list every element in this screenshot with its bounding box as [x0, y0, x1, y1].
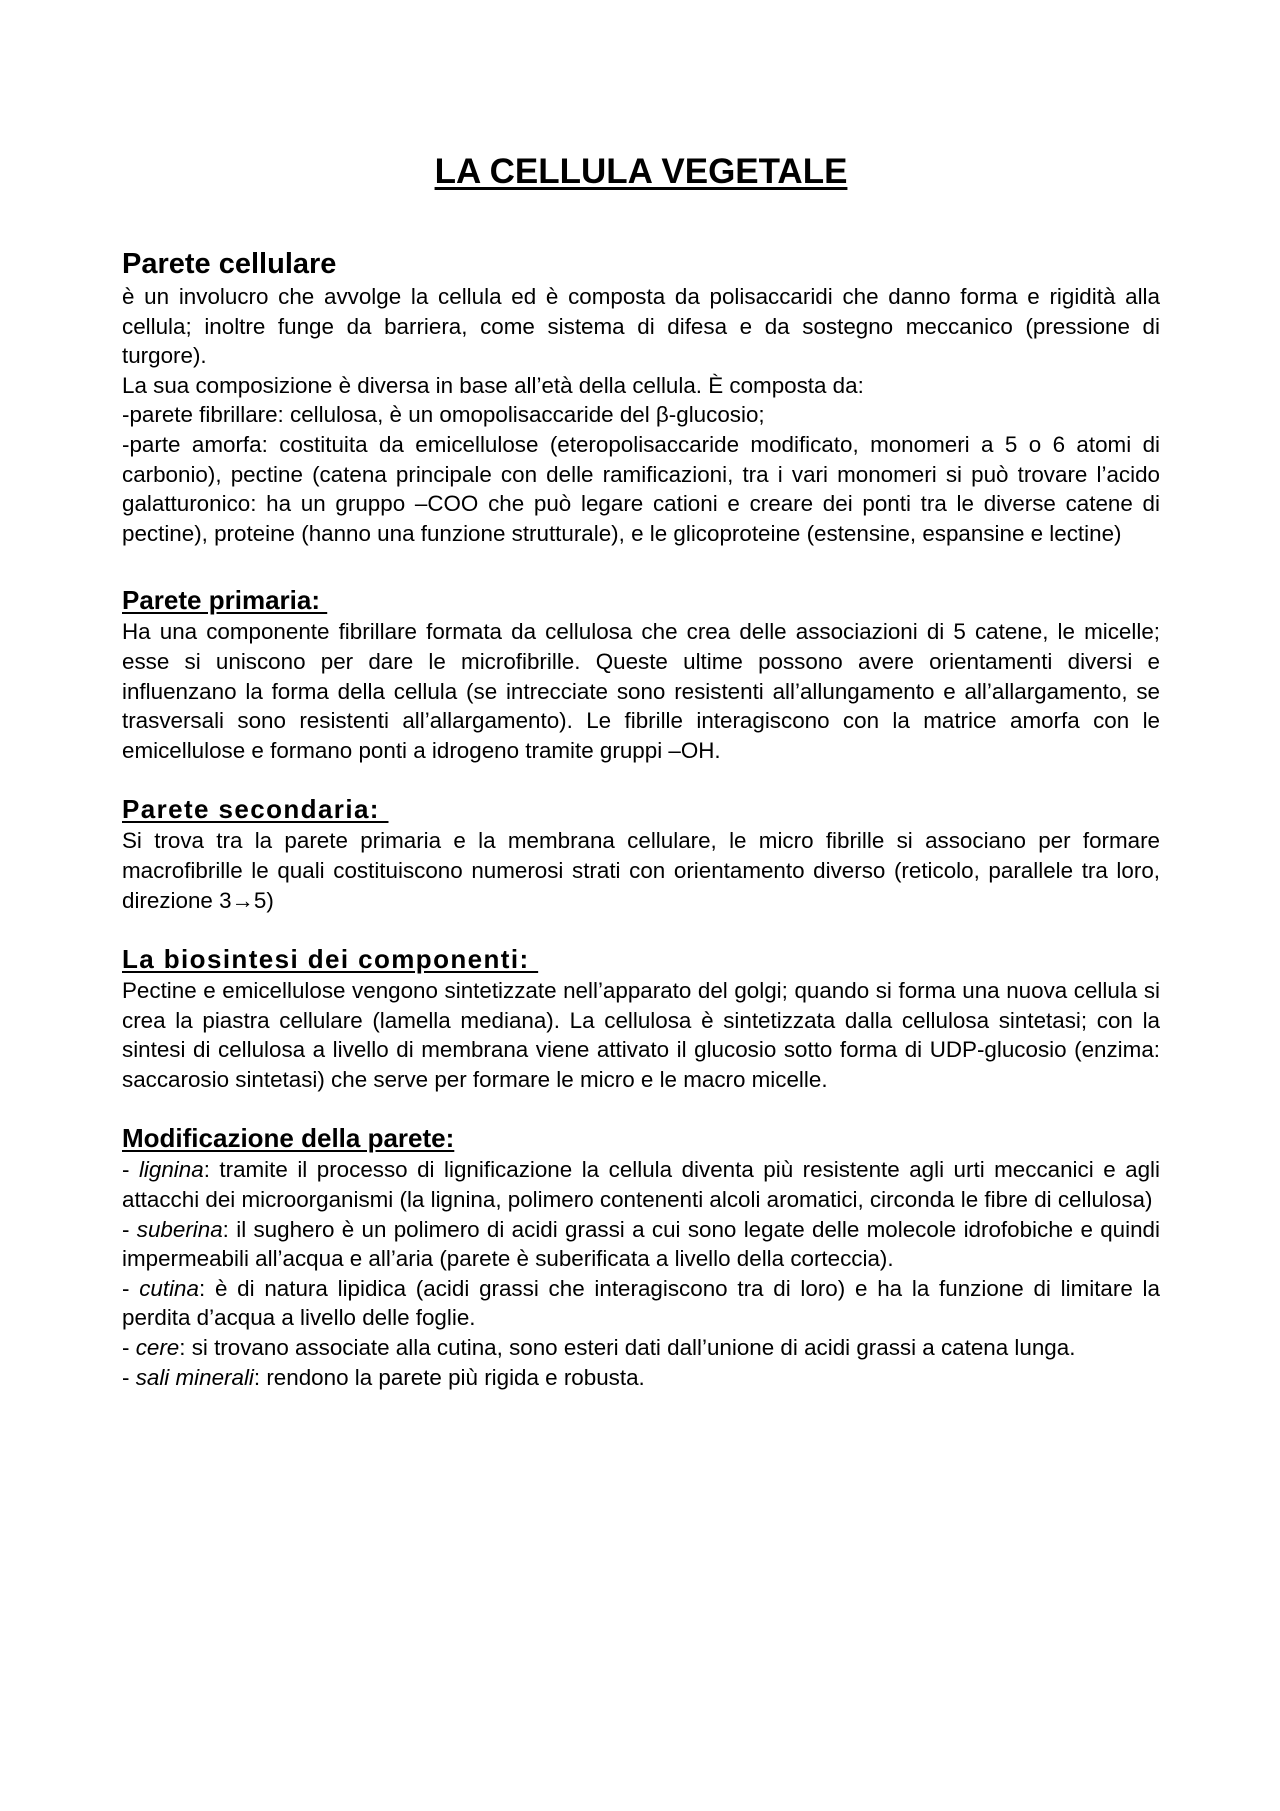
- list-item-text: : tramite il processo di lignificazione la cellula diventa più resistente agli urti meccanici e agli attacchi dei microorganismi (la lignina, polimero contenenti alcoli aromatici, circonda le fibre di cellulosa): [122, 1157, 1160, 1213]
- list-item-prefix: -: [122, 1335, 136, 1361]
- list-item-sali-minerali: [122, 1363, 1160, 1393]
- paragraph-composition: La sua composizione è diversa in base all’età della cellula. È composta da:: [122, 372, 864, 398]
- list-item-cutina: [122, 1274, 1160, 1333]
- list-item-term: suberina: [136, 1216, 223, 1242]
- list-item-term: cere: [135, 1335, 180, 1361]
- page-title: LA CELLULA VEGETALE: [434, 152, 848, 191]
- list-item-text: : si trovano associate alla cutina, sono esteri dati dall’unione di acidi grassi a catena lunga.: [179, 1335, 1076, 1361]
- list-item-prefix: -: [122, 1157, 139, 1183]
- list-item-prefix: -: [122, 1216, 137, 1242]
- list-item-suberina: [122, 1215, 1160, 1274]
- list-item-cere: [122, 1333, 1160, 1363]
- document-page: [122, 150, 1160, 1420]
- paragraph-amorfa: -parte amorfa: costituita da emicellulose (eteropolisaccaride modificato, monomeri a 5 o 6 atomi di carbonio), pectine (catena principale con delle ramificazioni, tra i vari monomeri si può trovare l’acido galatturonico: ha un gruppo –COO che può legare cationi e creare dei ponti tra le diverse catene di pectine), proteine (hanno una funzione strutturale), e le glicoproteine (estensine, espansine e lectine): [122, 431, 1160, 546]
- section-parete-cellulare: [122, 246, 1160, 548]
- section-parete-secondaria: [122, 793, 1160, 915]
- section-heading-parete-cellulare: Parete cellulare: [122, 248, 337, 280]
- list-item-text: : rendono la parete più rigida e robusta.: [253, 1364, 645, 1390]
- section-biosintesi: [122, 943, 1160, 1094]
- list-item-term: sali minerali: [135, 1364, 254, 1390]
- section-heading-parete-secondaria: Parete secondaria:: [122, 794, 389, 825]
- list-item-prefix: -: [122, 1364, 136, 1390]
- list-item-prefix: -: [122, 1275, 140, 1301]
- paragraph-parete-secondaria: Si trova tra la parete primaria e la membrana cellulare, le micro fibrille si associano per formare macrofibrille le quali costituiscono numerosi strati con orientamento diverso (reticolo, parallele tra loro, direzione 3→5): [122, 828, 1160, 913]
- section-heading-modificazione: Modificazione della parete:: [122, 1123, 455, 1154]
- section-heading-parete-primaria: Parete primaria:: [122, 585, 328, 616]
- paragraph-biosintesi: Pectine e emicellulose vengono sintetizzate nell’apparato del golgi; quando si forma una nuova cellula si crea la piastra cellulare (lamella mediana). La cellulosa è sintetizzata dalla cellulosa sintetasi; con la sintesi di cellulosa a livello di membrana viene attivato il glucosio sotto forma di UDP-glucosio (enzima: saccarosio sintetasi) che serve per formare le micro e le macro micelle.: [122, 978, 1160, 1092]
- list-item-lignina: [122, 1155, 1160, 1214]
- list-item-term: cutina: [139, 1275, 199, 1301]
- list-item-text: : il sughero è un polimero di acidi grassi a cui sono legate delle molecole idrofobiche e quindi impermeabili all’acqua e all’aria (parete è suberificata a livello della corteccia).: [122, 1216, 1160, 1272]
- section-modificazione: [122, 1122, 1160, 1392]
- list-item-text: : è di natura lipidica (acidi grassi che interagiscono tra di loro) e ha la funzione di limitare la perdita d’acqua a livello delle foglie.: [122, 1275, 1160, 1331]
- paragraph-fibrillare: -parete fibrillare: cellulosa, è un omopolisaccaride del β-glucosio;: [122, 402, 765, 428]
- section-heading-biosintesi: La biosintesi dei componenti:: [122, 944, 539, 975]
- paragraph-parete-primaria: Ha una componente fibrillare formata da cellulosa che crea delle associazioni di 5 catene, le micelle; esse si uniscono per dare le microfibrille. Queste ultime possono avere orientamenti diversi e influenzano la forma della cellula (se intrecciate sono resistenti all’allungamento e all’allargamento, se trasversali sono resistenti all’allargamento). Le fibrille interagiscono con la matrice amorfa con le emicellulose e formano ponti a idrogeno tramite gruppi –OH.: [122, 619, 1160, 763]
- paragraph-intro: è un involucro che avvolge la cellula ed è composta da polisaccaridi che danno forma e rigidità alla cellula; inoltre funge da barriera, come sistema di difesa e da sostegno meccanico (pressione di turgore).: [122, 284, 1160, 369]
- section-parete-primaria: [122, 584, 1160, 765]
- list-item-term: lignina: [138, 1157, 204, 1183]
